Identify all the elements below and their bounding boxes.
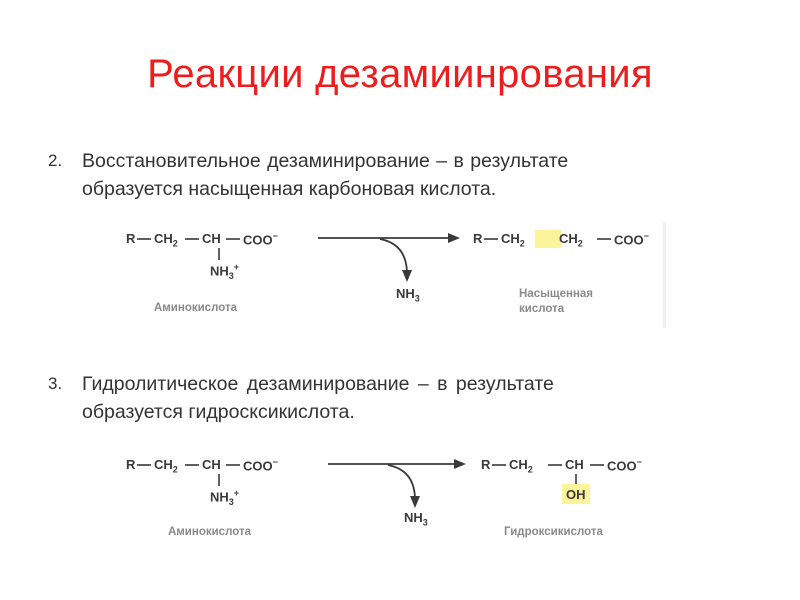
ch2b-subscript: 2 <box>577 238 583 249</box>
reactant-coo <box>243 231 278 247</box>
ch2b-text: CH <box>559 231 578 246</box>
reactant-nh3 <box>210 488 239 507</box>
reactant-r: R <box>126 231 136 246</box>
item-number: 2. <box>48 151 63 170</box>
ch2a-subscript: 2 <box>519 238 525 249</box>
list-item-hydrolytic-deamination <box>48 370 748 426</box>
item-text-line-2: образуется насыщенная карбоновая кислота. <box>82 178 497 200</box>
ch2-subscript: 2 <box>172 464 178 475</box>
byproduct-nh3-subscript: 3 <box>422 517 428 528</box>
nh3-charge: + <box>233 488 240 498</box>
divider <box>663 222 666 328</box>
reactant-r: R <box>126 457 136 472</box>
product-highlight <box>535 230 561 248</box>
reactant-nh3 <box>210 262 239 281</box>
item-number: 3. <box>48 374 63 393</box>
product-ch2-b <box>559 231 583 249</box>
reactant-caption: Аминокислота <box>168 526 251 538</box>
product-ch2-text: CH <box>509 457 528 472</box>
product-ch2-subscript: 2 <box>527 464 533 475</box>
coo-charge: − <box>272 231 278 241</box>
ch2-text: CH <box>154 231 173 246</box>
reactant-ch: CH <box>202 457 221 472</box>
product-caption-line-1: Насыщенная <box>519 288 594 300</box>
list-item-reductive-deamination <box>48 147 748 203</box>
page-title: Реакции дезамиинрования <box>147 52 653 96</box>
byproduct-nh3-text: NH <box>404 510 423 525</box>
product-coo <box>614 231 649 247</box>
reaction-scheme-reductive <box>118 218 673 330</box>
reactant-coo <box>243 457 278 473</box>
product-coo-charge: − <box>636 457 642 467</box>
product-ch2 <box>509 457 533 475</box>
product-coo <box>607 457 642 473</box>
reactant-ch2 <box>154 231 178 249</box>
nh3-charge: + <box>233 262 240 272</box>
nh3-text: NH <box>210 263 229 279</box>
ch2a-text: CH <box>501 231 520 246</box>
product-coo-text: COO <box>607 458 637 474</box>
byproduct-nh3 <box>404 510 428 528</box>
byproduct-nh3 <box>396 286 420 304</box>
product-caption-line-2: кислота <box>519 303 565 315</box>
reactant-caption: Аминокислота <box>154 302 237 314</box>
product-oh: OH <box>566 487 586 502</box>
coo-text: COO <box>243 458 273 474</box>
nh3-subscript: 3 <box>228 270 234 281</box>
item-text-line-2: образуется гидросксикислота. <box>82 401 355 423</box>
nh3-text: NH <box>210 489 229 505</box>
byproduct-nh3-text: NH <box>396 286 415 301</box>
product-coo-charge: − <box>643 231 649 241</box>
reactant-ch: CH <box>202 231 221 246</box>
ch2-subscript: 2 <box>172 238 178 249</box>
product-r: R <box>473 231 483 246</box>
reaction-scheme-hydrolytic <box>118 448 673 560</box>
item-text-line-1: Гидролитическое дезаминирование – в результате <box>82 373 554 395</box>
coo-charge: − <box>272 457 278 467</box>
product-ch: CH <box>565 457 584 472</box>
byproduct-nh3-subscript: 3 <box>414 293 420 304</box>
nh3-subscript: 3 <box>228 496 234 507</box>
coo-text: COO <box>243 232 273 248</box>
ch2-text: CH <box>154 457 173 472</box>
item-text-line-1: Восстановительное дезаминирование – в результате <box>82 150 569 172</box>
product-coo-text: COO <box>614 232 644 248</box>
product-ch2-a <box>501 231 525 249</box>
product-caption: Гидроксикислота <box>504 526 603 538</box>
reactant-ch2 <box>154 457 178 475</box>
product-r: R <box>481 457 491 472</box>
